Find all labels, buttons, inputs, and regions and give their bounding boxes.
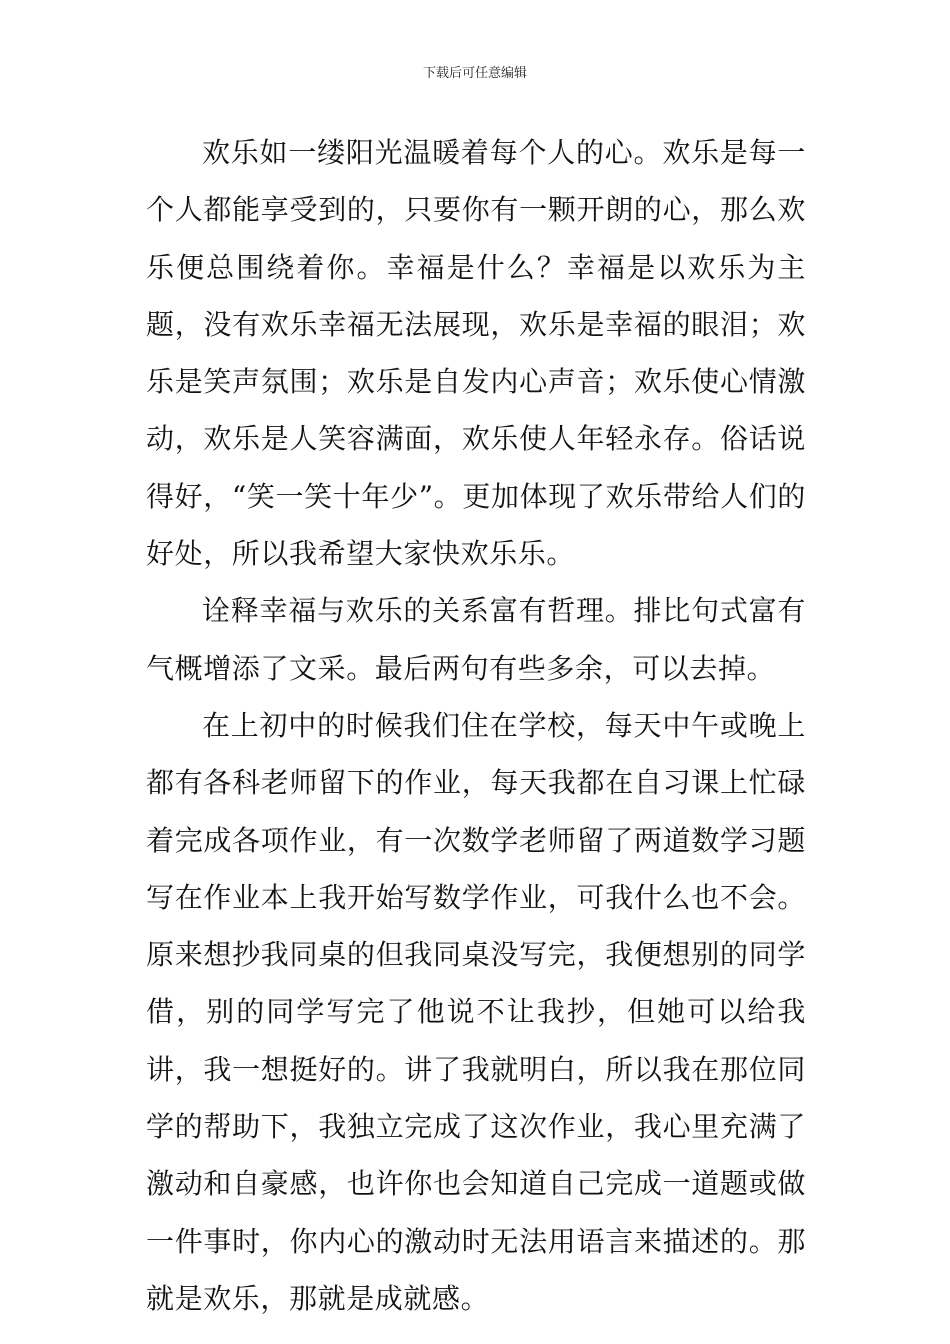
paragraph-happiness-essay: 欢乐如一缕阳光温暖着每个人的心。欢乐是每一个人都能享受到的，只要你有一颗开朗的心，那么欢乐便总围绕着你。幸福是什么？幸福是以欢乐为主题，没有欢乐幸福无法展现，欢乐是幸福的眼泪；欢乐是笑声氛围；欢乐是自发内心声音；欢乐使心情激动，欢乐是人笑容满面，欢乐使人年轻永存。俗话说得好，“笑一笑十年少”。更加体现了欢乐带给人们的好处，所以我希望大家快欢乐乐。 bbox=[146, 136, 806, 571]
paragraph-homework-story: 在上初中的时候我们住在学校，每天中午或晚上都有各科老师留下的作业，每天我都在自习课上忙碌着完成各项作业，有一次数学老师留了两道数学习题写在作业本上我开始写数学作业，可我什么也不会。原来想抄我同桌的但我同桌没写完，我便想别的同学借，别的同学写完了他说不让我抄，但她可以给我讲，我一想挺好的。讲了我就明白，所以我在那位同学的帮助下，我独立完成了这次作业，我心里充满了激动和自豪感，也许你也会知道自己完成一道题或做一件事时，你内心的激动时无法用语言来描述的。那就是欢乐，那就是成就感。 bbox=[146, 708, 806, 1315]
document-body bbox=[146, 124, 806, 1327]
page-header: 下载后可任意编辑 bbox=[422, 66, 527, 81]
paragraph-comment: 诠释幸福与欢乐的关系富有哲理。排比句式富有气概增添了文采。最后两句有些多余，可以去掉。 bbox=[146, 594, 806, 685]
